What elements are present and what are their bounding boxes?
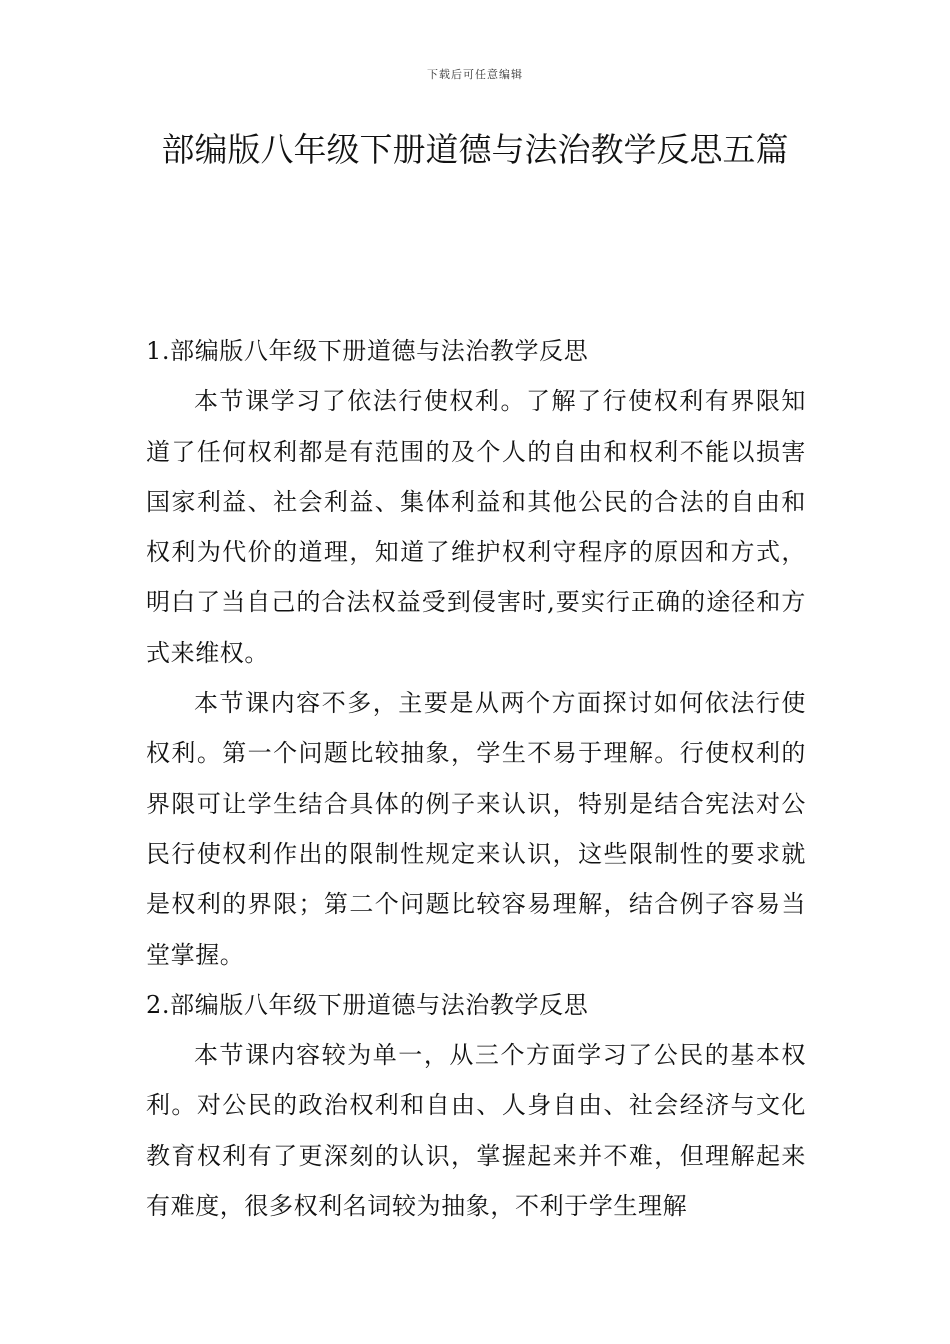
paragraph: 本节课学习了依法行使权利。了解了行使权利有界限知道了任何权利都是有范围的及个人的自由和权利不能以损害国家利益、社会利益、集体利益和其他公民的合法的自由和权利为代价的道理，知道了维护权利守程序的原因和方式，明白了当自己的合法权益受到侵害时,要实行正确的途径和方式来维权。 [146,387,806,667]
section-heading: 1.部编版八年级下册道德与法治教学反思 [146,337,589,365]
section-heading: 2.部编版八年级下册道德与法治教学反思 [146,990,589,1019]
paragraph: 本节课内容较为单一，从三个方面学习了公民的基本权利。对公民的政治权利和自由、人身自由、社会经济与文化教育权利有了更深刻的认识，掌握起来并不难，但理解起来有难度，很多权利名词较为抽象，不利于学生理解 [146,1041,806,1221]
header-note: 下载后可任意编辑 [427,68,523,81]
document-title: 部编版八年级下册道德与法治教学反思五篇 [161,130,789,169]
paragraph: 本节课内容不多，主要是从两个方面探讨如何依法行使权利。第一个问题比较抽象，学生不易于理解。行使权利的界限可让学生结合具体的例子来认识，特别是结合宪法对公民行使权利作出的限制性规定来认识，这些限制性的要求就是权利的界限；第二个问题比较容易理解，结合例子容易当堂掌握。 [146,689,806,969]
document-body [146,326,806,1231]
